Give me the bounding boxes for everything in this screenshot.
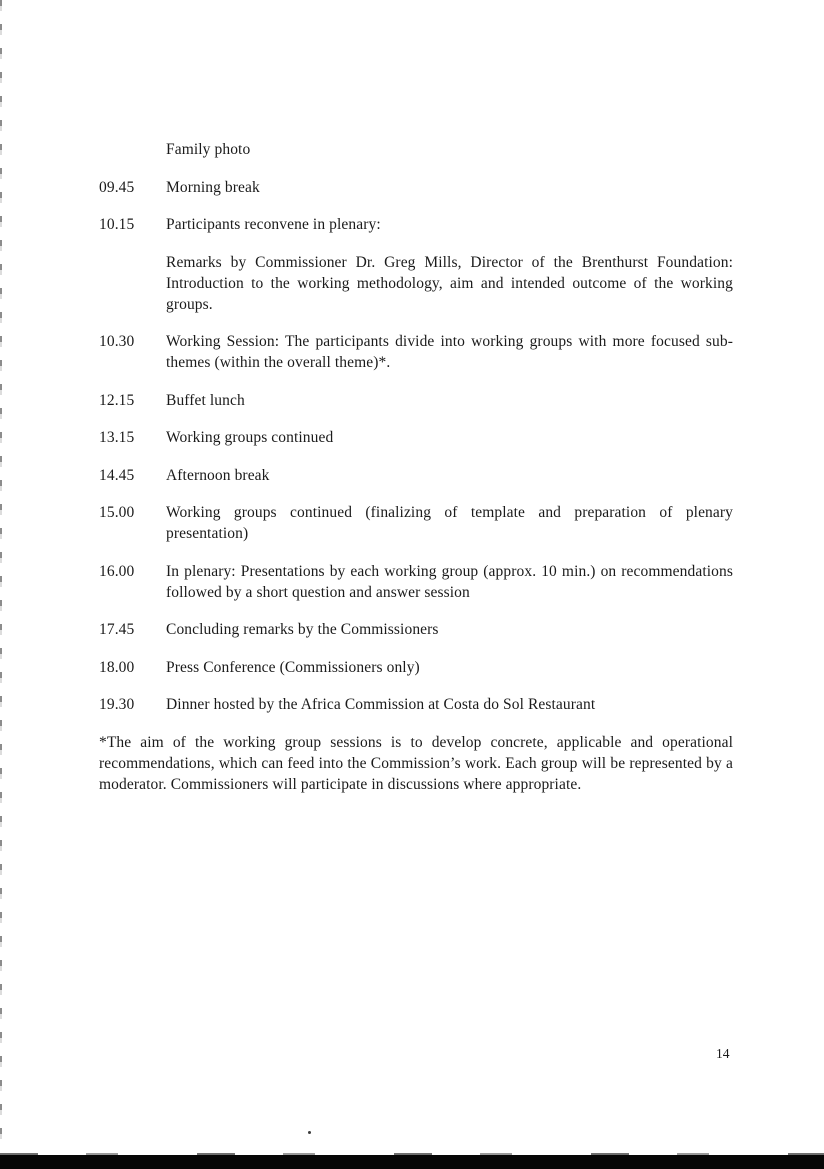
schedule-text: Afternoon break (166, 466, 270, 484)
schedule-time: 17.45 (99, 621, 135, 638)
schedule-row (99, 252, 733, 315)
schedule-row (99, 694, 733, 715)
schedule-row (99, 465, 733, 486)
schedule-time: 10.15 (99, 216, 135, 233)
scan-left-edge-artifact (0, 0, 2, 1150)
schedule-text: Morning break (166, 178, 260, 196)
schedule-time: 16.00 (99, 562, 135, 580)
schedule-time (99, 252, 166, 315)
schedule-text: Participants reconvene in plenary: (166, 216, 381, 233)
schedule-row (99, 214, 733, 235)
schedule-row (99, 657, 733, 678)
schedule-row (99, 331, 733, 373)
schedule-time: 10.30 (99, 333, 135, 350)
agenda-schedule (99, 139, 733, 795)
footnote: *The aim of the working group sessions is to develop concrete, applicable and operational recommendations, which can feed into the Commission’s work. Each group will be represented by a moderator. Commissioners will participate in discussions where appropriate. (99, 733, 733, 793)
schedule-time: 14.45 (99, 466, 135, 484)
schedule-text: Press Conference (Commissioners only) (166, 658, 420, 676)
schedule-text: Working groups continued (finalizing of template and preparation of plenary presentation) (166, 504, 733, 542)
schedule-text: Working groups continued (166, 429, 334, 446)
schedule-time: 15.00 (99, 504, 135, 521)
schedule-row (99, 502, 733, 544)
schedule-row (99, 561, 733, 603)
ink-dot-artifact (308, 1131, 311, 1134)
schedule-time: 12.15 (99, 391, 135, 409)
schedule-text: Working Session: The participants divide into working groups with more focused sub-themes (within the overall theme)*. (166, 333, 733, 371)
schedule-text: Remarks by Commissioner Dr. Greg Mills, Director of the Brenthurst Foundation: Introduction to the working methodology, aim and intended outcome of the working groups. (166, 253, 733, 313)
scan-bottom-bar-artifact (0, 1155, 824, 1169)
schedule-row (99, 619, 733, 640)
schedule-time: 13.15 (99, 429, 135, 446)
schedule-text: In plenary: Presentations by each working group (approx. 10 min.) on recommendations followed by a short question and answer session (166, 562, 733, 601)
schedule-text: Buffet lunch (166, 391, 245, 409)
schedule-row (99, 390, 733, 411)
schedule-time: 19.30 (99, 696, 135, 713)
page-number: 14 (716, 1046, 730, 1061)
schedule-text: Dinner hosted by the Africa Commission at Costa do Sol Restaurant (166, 696, 596, 713)
schedule-time: 18.00 (99, 658, 135, 676)
schedule-row (99, 139, 733, 160)
schedule-row (99, 177, 733, 198)
schedule-text: Concluding remarks by the Commissioners (166, 621, 439, 638)
schedule-row (99, 427, 733, 448)
schedule-text: Family photo (166, 141, 251, 158)
schedule-time: 09.45 (99, 178, 135, 196)
schedule-time (99, 139, 166, 160)
